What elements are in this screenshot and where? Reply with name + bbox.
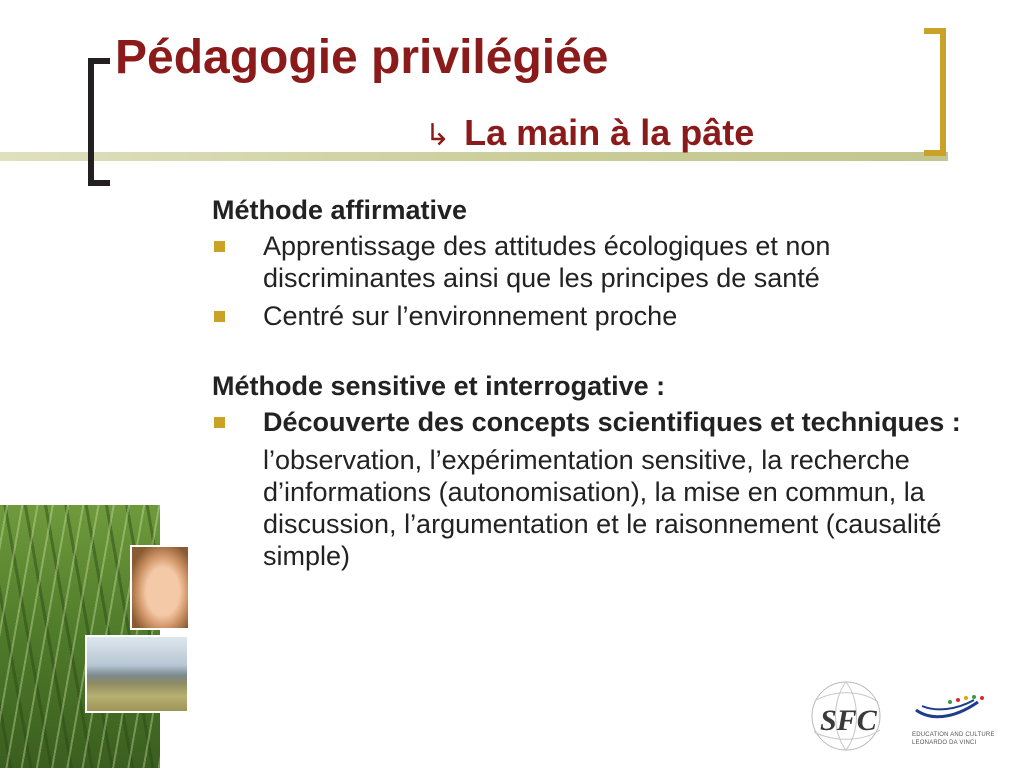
bullet-text: Apprentissage des attitudes écologiques et non discriminantes ainsi que les principes de santé <box>263 231 831 293</box>
bullet-item <box>212 406 972 438</box>
left-bracket-decoration <box>88 58 110 186</box>
sfc-logo-graphic <box>806 676 896 758</box>
section-heading-affirmative: Méthode affirmative <box>212 195 468 225</box>
leonardo-swoosh-graphic <box>912 690 996 726</box>
subtitle-text: La main à la pâte <box>464 112 755 153</box>
sfc-logo-text: SFC <box>820 704 877 737</box>
eu-leonardo-logo <box>912 690 996 758</box>
section-heading-sensitive: Méthode sensitive et interrogative : <box>212 371 666 401</box>
eu-logo-caption-1: EDUCATION AND CULTURE <box>912 732 995 738</box>
square-bullet-icon <box>214 311 225 322</box>
landscape-photo <box>85 635 189 713</box>
slide-title: Pédagogie privilégiée <box>115 31 609 84</box>
bullet-text: Centré sur l’environnement proche <box>263 301 678 331</box>
continuation-paragraph: l’observation, l’expérimentation sensitive, la recherche d’informations (autonomisation), la mise en commun, la discussion, l’argumentation et le raisonnement (causalité simple) <box>263 445 942 571</box>
bullet-list-sensitive <box>212 406 972 438</box>
bullet-item <box>212 230 972 294</box>
return-arrow-icon: ↳ <box>425 119 451 152</box>
slide-body <box>212 192 972 572</box>
bullet-item <box>212 300 972 332</box>
square-bullet-icon <box>214 241 225 252</box>
right-bracket-decoration <box>924 28 946 156</box>
square-bullet-icon <box>214 417 225 428</box>
slide-subtitle <box>425 112 754 154</box>
bullet-list-affirmative <box>212 230 972 332</box>
sfc-logo <box>806 676 896 758</box>
bullet-text: Découverte des concepts scientifiques et techniques : <box>263 407 961 437</box>
child-face-photo <box>130 545 190 630</box>
eu-logo-caption-2: LEONARDO DA VINCI <box>912 740 977 746</box>
